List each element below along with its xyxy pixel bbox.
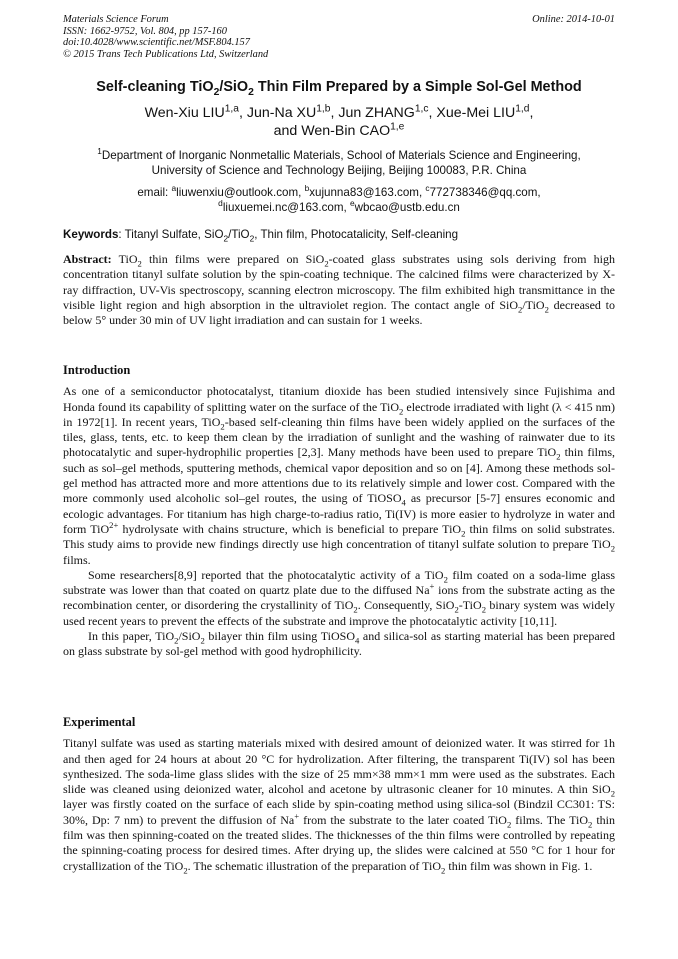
paragraph: Titanyl sulfate was used as starting materials mixed with desired amount of deionized water. It was stirred for 1h and then aged for 24 hours at about 20 °C for hydrolization. After filtering, the transparent Ti(IV) sol has been synthesized. The soda-lime glass slides with the size of 25 mm×38 mm×1 mm were used as the substrates. Each slide was cleaned using deionized water, alcohol and acetone by ultrasonic cleaner for 10 minutes. A thin SiO$_2$ layer was firstly coated on the surface of each slide by spin-coating method using silica-sol (Bindzil CC301: TS: 30%, Dp: 7 nm) to prevent the diffusion of Na+ from the substrate to the later coated TiO$_2$ films. The TiO$_2$ thin film was then spinning-coated on the treated slides. The thicknesses of the thin films were controlled by repeating the spinning-coating process for desired times. After drying up, the slides were calcined at 550 °C for 1 hour for crystallization of the TiO$_2$. The schematic illustration of the preparation of TiO$_2$ thin film was shown in Fig. 1. — [63, 736, 615, 876]
email-block: email: $^a$liuwenxiu@outlook.com, $^b$xujunna83@163.com, $^c$772738346@qq.com, $^d$liuxuemei.nc@163.com, $^e$wbcao@ustb.edu.cn — [137, 183, 541, 214]
author: Xue-Mei LIU$^{1,d}$, — [436, 103, 534, 121]
abstract: Abstract: TiO$_2$ thin films were prepared on SiO$_2$-coated glass substrates using sols deriving from high concentration titanyl sulfate solution by the spin-coating technique. The calcined films were characterized by X-ray diffraction, UV-Vis spectroscopy, scanning electron microscopy. The film exhibited high transmittance in the visible light region and high absorption in the ultraviolet region. The contact angle of SiO$_2$/TiO$_2$ decreased to below 5° under 30 min of UV light irradiation and can sustain for 1 weeks. — [63, 252, 615, 328]
keywords: Keywords: Titanyl Sulfate, SiO$_2$/TiO$_2$, Thin film, Photocatalicity, Self-cleaning — [63, 228, 459, 244]
doi-line: doi:10.4028/www.scientific.net/MSF.804.157 — [63, 37, 250, 49]
paragraph: Some researchers[8,9] reported that the photocatalytic activity of a TiO$_2$ film coated on a soda-lime glass substrate was lower than that coated on quartz plate due to the diffused Na+ ions from the substrate acting as the recombination center, or disordering the crystallinity of TiO$_2$. Consequently, SiO$_2$-TiO$_2$ binary system was widely used recent years to prevent the effects of the substrate and improve the photocatalytic activity [10,11]. — [63, 567, 616, 628]
online-date: Online: 2014-10-01 — [532, 14, 615, 25]
introduction-heading: Introduction — [63, 363, 131, 377]
paper-title: Self-cleaning TiO$_2$/SiO$_2$ Thin Film Prepared by a Simple Sol-Gel Method — [96, 79, 582, 98]
paragraph: As one of a semiconductor photocatalyst, titanium dioxide has been studied intensively since Fujishima and Honda found its capability of splitting water on the surface of the TiO$_2$ electrode irradiated with light (λ < 415 nm) in 1972[1]. In recent years, TiO$_2$-based self-cleaning thin films have been widely applied on the surfaces of the tiles, glass, tents, etc. to keep them clean by the irradiation of sunlight and the washing of rainwater due to its photocatalytic and super-hydrophilic properties [2,3]. Many methods have been used to prepare TiO$_2$ thin films, such as sol–gel methods, sputtering methods, chemical vapor deposition and so on [4]. Among these methods sol-gel method has attracted more and more attentions due to its relatively simple and lower cost. Compared with the more commonly used alcoholic sol–gel routes, the using of TiOSO$_4$ as precursor [5-7] ensures economic and ecologic advantages. For titanium has high charge-to-radius ratio, Ti(IV) is more easier to hydrolyze in water and form TiO$^{2+}$ hydrolysate with chains structure, which is beneficial to prepare TiO$_2$ thin films on solid substrates. This study aims to provide new findings directly use high concentration of titanyl sulfate solution to prepare TiO$_2$ films. — [63, 384, 616, 567]
abstract-label: Abstract: — [63, 252, 112, 266]
keywords-label: Keywords — [63, 228, 119, 241]
author: Jun ZHANG$^{1,c}$, — [338, 103, 437, 121]
paragraph: In this paper, TiO$_2$/SiO$_2$ bilayer thin film using TiOSO$_4$ and silica-sol as starting material has been prepared on glass substrate by sol-gel method with good hydrophilicity. — [63, 629, 615, 659]
email-link[interactable]: liuwenxiu@outlook.com — [176, 186, 299, 199]
author-list — [60, 104, 618, 140]
journal-name: Materials Science Forum — [63, 14, 169, 25]
email-link[interactable]: liuxuemei.nc@163.com — [222, 201, 344, 214]
affiliation: $^1$Department of Inorganic Nonmetallic Materials, School of Materials Science and Engineering, University of Science and Technology Beijing, Beijing 100083, P.R. China — [97, 146, 581, 177]
copyright-line: © 2015 Trans Tech Publications Ltd, Switzerland — [63, 48, 269, 60]
author: Jun-Na XU$^{1,b}$, — [246, 103, 339, 121]
email-link[interactable]: wbcao@ustb.edu.cn — [354, 201, 460, 214]
journal-header — [63, 14, 615, 60]
author: Wen-Xiu LIU$^{1,a}$, — [144, 103, 247, 121]
email-link[interactable]: 772738346@qq.com — [429, 186, 538, 199]
experimental-heading: Experimental — [63, 715, 136, 729]
email-link[interactable]: xujunna83@163.com — [309, 186, 419, 199]
author: and Wen-Bin CAO$^{1,e}$ — [273, 121, 405, 139]
introduction-section — [63, 363, 615, 660]
experimental-section — [63, 715, 615, 874]
issn-line: ISSN: 1662-9752, Vol. 804, pp 157-160 — [63, 25, 227, 37]
